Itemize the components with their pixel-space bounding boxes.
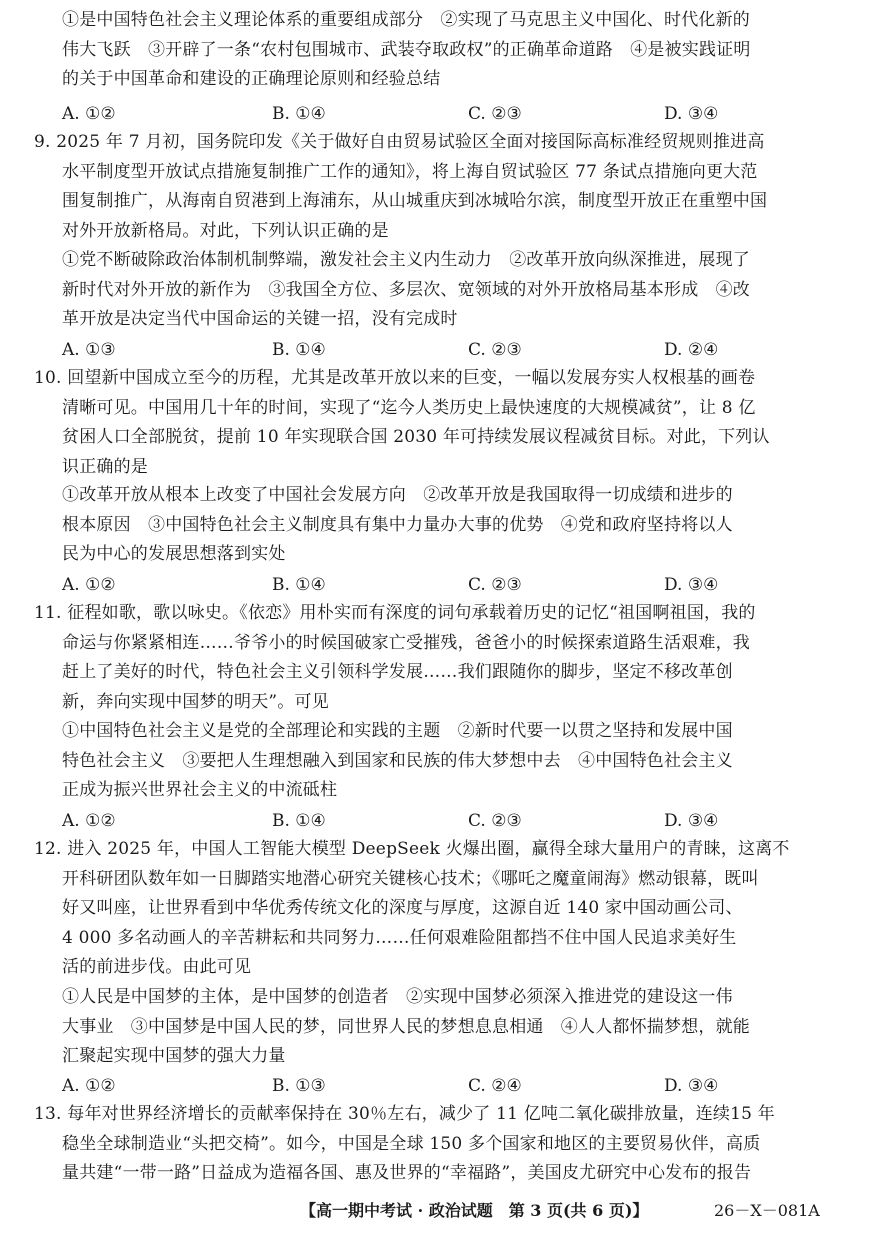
choice-d[interactable]: D. ③④ [664,811,719,831]
choice-a[interactable]: A. ①② [62,575,116,595]
q9-stem [34,128,842,246]
q8-choices [62,100,842,128]
choice-c[interactable]: C. ②③ [468,104,522,124]
q10-options [62,481,842,570]
choice-c[interactable]: C. ②④ [468,1076,522,1096]
q11-stem-line: 11. 征程如歌，歌以咏史。《依恋》用朴实而有深度的词句承载着历史的记忆“祖国啊祖国，我的 [34,603,756,623]
q12-stem-line: 好又叫座，让世界看到中华优秀传统文化的深度与厚度，这源自近 140 家中国动画公司、 [62,898,743,918]
choice-b[interactable]: B. ①④ [272,811,326,831]
choice-b[interactable]: B. ①④ [272,575,326,595]
q8-option-line: 的关于中国革命和建设的正确理论原则和经验总结 [62,69,441,89]
q12-options [62,983,842,1072]
choice-c[interactable]: C. ②③ [468,340,522,360]
q11-stem [34,599,842,717]
q11-options [62,717,842,806]
q8-option-line: 伟大飞跃 ③开辟了一条“农村包围城市、武装夺取政权”的正确革命道路 ④是被实践证明 [62,39,751,60]
q10-stem-line: 贫困人口全部脱贫，提前 10 年实现联合国 2030 年可持续发展议程减贫目标。对此，下列认 [62,427,770,447]
paper-code: 26－X－081A [714,1201,820,1220]
choice-a[interactable]: A. ①② [62,1076,116,1096]
choice-b[interactable]: B. ①③ [272,1076,326,1096]
q11-option-line: 正成为振兴世界社会主义的中流砥柱 [62,780,338,800]
q10-stem-line: 10. 回望新中国成立至今的历程，尤其是改革开放以来的巨变，一幅以发展夯实人权根基的画卷 [34,368,756,388]
choice-d[interactable]: D. ③④ [664,104,719,124]
q9-options [62,246,842,335]
q13-stem-line: 稳坐全球制造业“头把交椅”。如今，中国是全球 150 多个国家和地区的主要贸易伙伴，高质 [62,1133,761,1154]
q9-option-line: 革开放是决定当代中国命运的关键一招，没有完成时 [62,309,458,329]
q10-stem-line: 清晰可见。中国用几十年的时间，实现了“迄今人类历史上最快速度的大规模减贫”，让 8 亿 [62,397,756,418]
q10-option-line: 根本原因 ③中国特色社会主义制度具有集中力量办大事的优势 ④党和政府坚持将以人 [62,514,733,535]
choice-a[interactable]: A. ①③ [62,340,116,360]
footer-title: 【高一期中考试 · 政治试题 第 3 页(共 6 页)】 [300,1201,649,1220]
q11-stem-line: 命运与你紧紧相连……爷爷小的时候国破家亡受摧残，爸爸小的时候探索道路生活艰难，我 [62,632,750,653]
choice-d[interactable]: D. ②④ [664,340,719,360]
q8-option-line: ①是中国特色社会主义理论体系的重要组成部分 ②实现了马克思主义中国化、时代化新的 [62,10,750,30]
choice-a[interactable]: A. ①② [62,104,116,124]
choice-d[interactable]: D. ③④ [664,575,719,595]
q11-stem-line: 赶上了美好的时代，特色社会主义引领科学发展……我们跟随你的脚步，坚定不移改革创 [62,662,733,682]
q11-option-line: ①中国特色社会主义是党的全部理论和实践的主题 ②新时代要一以贯之坚持和发展中国 [62,721,733,741]
choice-b[interactable]: B. ①④ [272,340,326,360]
q10-option-line: 民为中心的发展思想落到实处 [62,544,286,564]
q13-stem-line: 量共建“一带一路”日益成为造福各国、惠及世界的“幸福路”，美国皮尤研究中心发布的报告 [62,1163,752,1183]
q9-stem-line: 9. 2025 年 7 月初，国务院印发《关于做好自由贸易试验区全面对接国际高标准经贸规则推进高 [34,132,765,152]
q12-stem-line: 4 000 多名动画人的辛苦耕耘和共同努力……任何艰难险阻都挡不住中国人民追求美好生 [62,927,737,948]
q13-stem [34,1100,842,1189]
page-footer [0,1196,870,1226]
q9-option-line: 新时代对外开放的新作为 ③我国全方位、多层次、宽领域的对外开放格局基本形成 ④改 [62,279,750,300]
q10-stem [34,364,842,482]
q13-stem-line: 13. 每年对世界经济增长的贡献率保持在 30％左右，减少了 11 亿吨二氧化碳排放量，连续15 年 [34,1104,775,1124]
q11-choices [62,807,842,835]
q8-options [62,6,842,95]
q12-stem-line: 活的前进步伐。由此可见 [62,957,252,977]
choice-b[interactable]: B. ①④ [272,104,326,124]
choice-a[interactable]: A. ①② [62,811,116,831]
q9-stem-line: 对外开放新格局。对此，下列认识正确的是 [62,220,389,241]
q11-stem-line: 新，奔向实现中国梦的明天”。可见 [62,691,329,712]
q12-choices [62,1072,842,1100]
q9-option-line: ①党不断破除政治体制机制弊端，激发社会主义内生动力 ②改革开放向纵深推进，展现了 [62,250,750,270]
q10-choices [62,571,842,599]
q9-stem-line: 围复制推广，从海南自贸港到上海浦东，从山城重庆到冰城哈尔滨，制度型开放正在重塑中国 [62,191,768,211]
q9-stem-line: 水平制度型开放试点措施复制推广工作的通知》，将上海自贸试验区 77 条试点措施向更大范 [62,161,758,182]
choice-c[interactable]: C. ②③ [468,575,522,595]
q12-option-line: 汇聚起实现中国梦的强大力量 [62,1046,286,1066]
q10-stem-line: 识正确的是 [62,456,148,477]
q12-stem-line: 开科研团队数年如一日脚踏实地潜心研究关键核心技术；《哪吒之魔童闹海》燃动银幕，既叫 [62,868,759,889]
q11-option-line: 特色社会主义 ③要把人生理想融入到国家和民族的伟大梦想中去 ④中国特色社会主义 [62,750,733,771]
q12-option-line: 大事业 ③中国梦是中国人民的梦，同世界人民的梦想息息相通 ④人人都怀揣梦想，就能 [62,1016,750,1037]
q10-option-line: ①改革开放从根本上改变了中国社会发展方向 ②改革开放是我国取得一切成绩和进步的 [62,485,733,505]
choice-d[interactable]: D. ③④ [664,1076,719,1096]
q12-stem-line: 12. 进入 2025 年，中国人工智能大模型 DeepSeek 火爆出圈，赢得全球大量用户的青睐，这离不 [34,839,790,859]
q9-choices [62,336,842,364]
choice-c[interactable]: C. ②③ [468,811,522,831]
q12-option-line: ①人民是中国梦的主体，是中国梦的创造者 ②实现中国梦必须深入推进党的建设这一伟 [62,987,733,1007]
q12-stem [34,835,842,983]
